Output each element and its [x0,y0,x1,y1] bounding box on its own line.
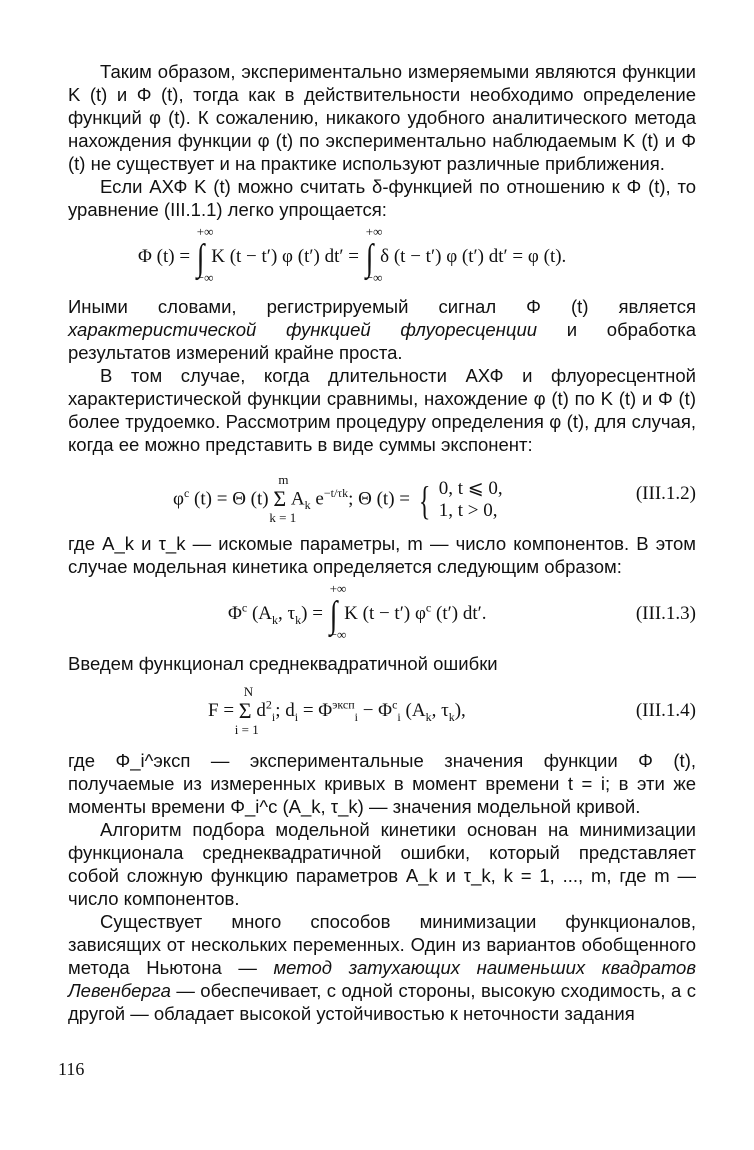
sum-sign: Σ [273,486,287,512]
paragraph-3-text-end: и обработка результатов измерений крайне проста. [68,319,696,363]
equation-number: (III.1.4) [635,700,696,721]
paragraph-3 [68,295,696,364]
eq3-upper-limit: +∞ [329,581,347,596]
eq1-upper-limit-2: +∞ [365,224,383,239]
page-number: 116 [58,1059,85,1079]
eq4-rest-6: ), [454,700,466,721]
eq4-rest-2: = Φ [298,700,333,721]
eq4-rest-5: , τ [431,700,449,721]
integral-sign: ∫ [329,594,338,637]
equation-III-1-3 [68,582,696,646]
eq2-term-sub: k [304,498,311,513]
paragraph-5: где A_k и τ_k — искомые параметры, m — число компонентов. В этом случае модельная кинетика определяется следующим образом: [68,533,696,577]
term-characteristic-function: характеристической функцией флуоресценции [68,319,538,340]
eq2-case-2: 1, t > 0, [438,500,498,521]
eq4-phi2-sub: i [397,709,401,724]
eq2-lhs-rest: (t) = Θ (t) [189,488,274,510]
eq3-lhs-rest-2: , τ [278,603,296,624]
equation-delta [68,225,696,289]
eq2-exp: e [315,488,324,510]
eq3-lhs-rest: (A [247,603,273,624]
paragraph-1: Таким образом, экспериментально измеряемыми являются функции K (t) и Φ (t), тогда как в действительности необходимо определение функций φ (t). К сожалению, никакого удобного аналитического метода нахождения функции φ (t) по экспериментально наблюдаемым K (t) и Φ (t) не существует и на практике используют различные приближения. [68,61,696,174]
eq4-term: d [256,700,266,721]
eq3-lhs: Φ [228,603,242,624]
eq4-term-sub: i [271,709,276,724]
paragraph-9-text: Существует много способов минимизации функционалов, зависящих от нескольких переменных. Один из вариантов обобщенного метода Ньютона — [68,911,696,978]
term-levenberg-method: метод затухающих наименьших квадратов Левенберга [68,957,697,1001]
eq2-sum-lower: k = 1 [269,510,297,526]
eq1-lower-limit-1: −∞ [196,270,214,285]
paragraph-9 [68,910,696,1025]
integral-sign: ∫ [365,237,374,280]
paragraph-2: Если АХФ K (t) можно считать δ-функцией по отношению к Φ (t), то уравнение (III.1.1) легко упрощается: [68,176,696,220]
equation-III-1-2 [68,460,696,526]
equation-III-1-4 [68,679,696,743]
eq3-rhs-sup: c [425,600,432,615]
eq2-theta: ; Θ (t) = [348,488,411,510]
eq2-lhs: φ [173,488,184,510]
eq3-lhs-sub-2: k [295,612,302,627]
eq2-lhs-sup: c [183,486,190,501]
eq2-exp-sup: −t/τk [323,486,349,501]
eq4-sum-upper: N [243,684,254,699]
eq1-lhs: Φ (t) = [138,246,191,267]
eq4-rest-sub: i [294,709,299,724]
eq4-phi-sup: эксп [332,697,355,712]
eq4-sum-lower: i = 1 [234,722,259,737]
eq3-lhs-sup: c [241,600,248,615]
brace: { [418,478,431,524]
integral-sign: ∫ [196,237,205,280]
eq1-rhs: δ (t − t′) φ (t′) dt′ = φ (t). [380,246,567,267]
eq1-mid: K (t − t′) φ (t′) dt′ = [211,246,359,267]
eq2-term: A [290,488,305,510]
eq4-phi-sub: i [354,709,358,724]
equation-number: (III.1.2) [635,483,696,504]
paragraph-3-text: Иными словами, регистрируемый сигнал Φ (t) является [68,296,696,317]
eq1-upper-limit-1: +∞ [196,224,214,239]
eq4-a-sub: k [425,709,432,724]
eq3-lower-limit: −∞ [329,627,347,642]
eq2-sum-upper: m [278,472,289,488]
eq4-rest-4: (A [400,700,426,721]
eq3-rhs: K (t − t′) φ [344,603,426,624]
eq4-phi2-sup: c [392,697,398,712]
eq4-rest-3: − Φ [357,700,393,721]
paragraph-9-text-end: — обеспечивает, с одной стороны, высокую сходимость, а с другой — обладает высокой устойчивостью к неточности задания [68,980,696,1024]
eq4-rest: ; d [275,700,295,721]
eq4-lhs: F = [208,700,235,721]
eq1-lower-limit-2: −∞ [365,270,383,285]
eq2-case-1: 0, t ⩽ 0, [438,478,503,499]
paragraph-8: Алгоритм подбора модельной кинетики основан на минимизации функционала среднеквадратичной ошибки, который представляет собой сложную функцию параметров A_k и τ_k, k = 1, ..., m, где m — число компонентов. [68,819,696,909]
paragraph-6: Введем функционал среднеквадратичной ошибки [68,653,498,674]
eq3-rhs-rest: (t′) dt′. [431,603,487,624]
eq4-t-sub: k [448,709,455,724]
equation-number: (III.1.3) [635,603,696,624]
paragraph-7: где Φ_i^эксп — экспериментальные значения функции Φ (t), получаемые из измеренных кривых в момент времени t = i; в эти же моменты времени Φ_i^c (A_k, τ_k) — значения модельной кривой. [68,750,696,817]
sum-sign: Σ [238,698,252,723]
paragraph-4: В том случае, когда длительности АХФ и флуоресцентной характеристической функции сравнимы, нахождение φ (t) по K (t) и Φ (t) более трудоемко. Рассмотрим процедуру определения φ (t), для случая, когда ее можно представить в виде суммы экспонент: [68,365,696,455]
eq4-term-sup: 2 [265,697,272,712]
eq3-lhs-rest-3: ) = [301,603,323,624]
eq2-cases [439,478,503,522]
eq3-lhs-sub: k [272,612,279,627]
